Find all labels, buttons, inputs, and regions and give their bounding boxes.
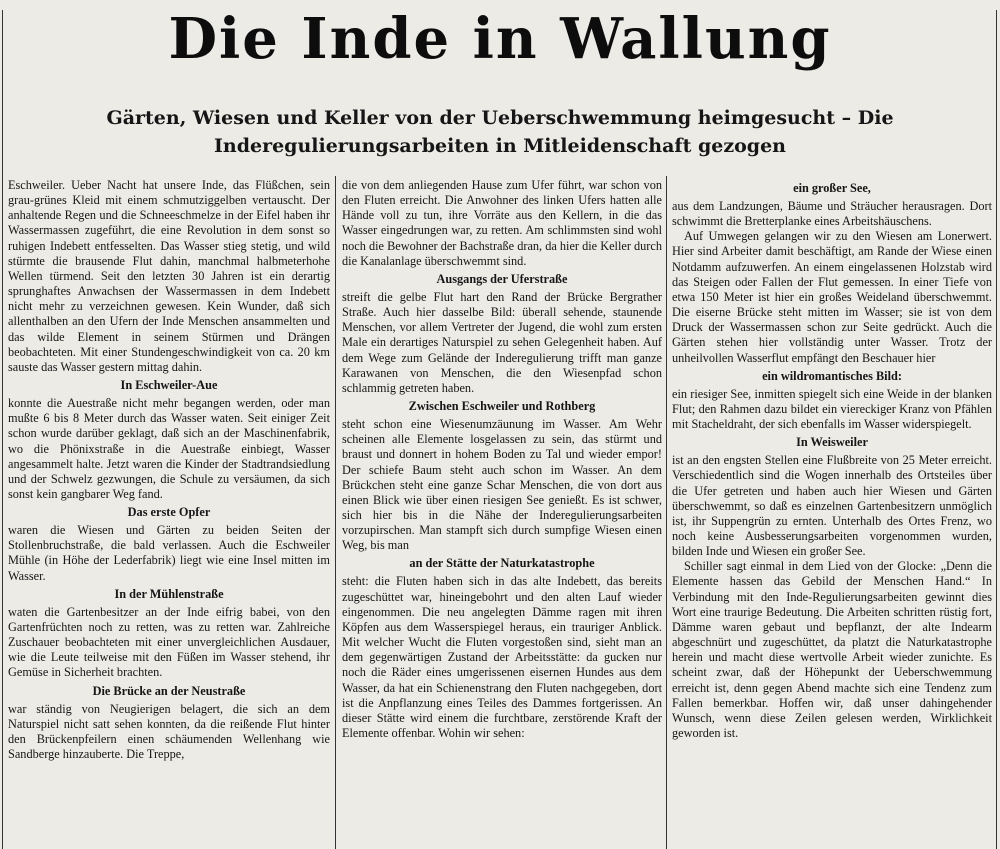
section-heading: In der Mühlenstraße bbox=[114, 586, 224, 601]
article-paragraph: Schiller sagt einmal in dem Lied von der Glocke: „Denn die Elemente hassen das Gebild der Menschen Hand.“ In Verbindung mit den Inde-Regulierungsarbeiten gewinnt dies Wort eine traurige Bedeutung. Die Arbeiten schritten rüstig fort, Dämme waren gebaut und bepflanzt, der alte Indearm abgeschnürt und zugeschüttet, da platzt die Naturkatastrophe herein und macht diese wertvolle Arbeit wieder zunichte. Es scheint zwar, daß der Höhepunkt der Ueberschwemmung erreicht ist, denn gegen Abend machte sich eine Tendenz zum Fallen bemerkbar. Hoffen wir, daß unser dahingehender Wunsch, wenn diese Zeilen gelesen werden, Wirklichkeit geworden ist. bbox=[672, 559, 992, 740]
section-heading: In Eschweiler-Aue bbox=[120, 378, 218, 393]
article-paragraph: konnte die Auestraße nicht mehr begangen werden, oder man mußte 6 bis 8 Meter durch das Wasser waten. Seit einiger Zeit schon wurde darüber geklagt, daß sich an der Maschinenfabrik, wo die Phönixstraße in die Auestraße einbiegt, Wasser angesammelt halte. Jetzt waren die Kinder der Stadtrandsiedlung und der Schwelz gezwungen, die Schule zu versäumen, da sich sonst kein gangbarer Weg fand. bbox=[8, 396, 330, 501]
subheadline: Gärten, Wiesen und Keller von der Ueberschwemmung heimgesucht – Die Inderegulierungsarbeiten in Mitleidenschaft gezogen bbox=[106, 107, 894, 157]
section-heading: Ausgangs der Uferstraße bbox=[436, 271, 568, 286]
article-paragraph: steht: die Fluten haben sich in das alte Indebett, das bereits zugeschüttet war, hineingebohrt und den alten Lauf wieder eingenommen. Die neu angelegten Dämme ragen mit ihren Köpfen aus dem Wasserspiegel heraus, ein trauriger Anblick. Mit welcher Wucht die Fluten vorgestoßen sind, sieht man an dem gegenwärtigen Zustand der Arbeitsstätte: da gucken nur noch die Räder eines umgerissenen eisernen Hundes aus dem Wasser, da hat ein Schienenstrang den Fluten nachgegeben, dort ist die Anpflanzung eines Teiles des Dammes fortgerissen. An dieser Stätte wird einem die furchtbare, zerstörende Kraft der Elemente offenbar. Wohin wir sehen: bbox=[342, 574, 662, 740]
headline: Die Inde in Wallung bbox=[168, 6, 832, 72]
column-divider bbox=[666, 176, 667, 849]
section-heading: Das erste Opfer bbox=[127, 505, 211, 520]
article-paragraph: ein riesiger See, inmitten spiegelt sich eine Weide in der blanken Flut; den Rahmen dazu bildet ein viereckiger Kranz von Pfählen mit Stacheldraht, der sich ebenfalls im Wasser widerspiegelt. bbox=[672, 386, 992, 432]
article-paragraph: steht schon eine Wiesenumzäunung im Wasser. Am Wehr scheinen alle Elemente losgelassen zu sein, das stürmt und braust und donnert in hohem Boden zu Tal und wieder empor! Der schiefe Baum steht auch schon im Wasser. An dem Brückchen steht eine ganze Schar Menschen, die von dort aus einen Blick wie über einen riesigen See genießt. Es ist schwer, sich hier bis in die Nähe der Inderegulierungsarbeiten vorzupirschen. Man stampft sich durch sumpfige Wiesen einen Weg, bis man bbox=[342, 417, 662, 553]
article-paragraph: streift die gelbe Flut hart den Rand der Brücke Bergrather Straße. Auch hier dasselbe Bild: überall sehende, staunende Menschen, vor allem Vertreter der Jugend, die wohl zum ersten Male ein derartiges Naturspiel zu sehen Gelegenheit haben. Auf dem Wege zum Gelände der Inderegulierung trifft man ganze Karawanen von Menschen, die den Wiesenpfad schon schlammig getreten haben. bbox=[342, 289, 662, 395]
article-paragraph: Auf Umwegen gelangen wir zu den Wiesen am Lonerwert. Hier sind Arbeiter damit beschäftigt, am Rande der Wiese einen Notdamm aufzuwerfen. An einem eingelassenen Holzstab wird das Steigen oder Fallen der Flut gemessen. In einer Tiefe von etwa 150 Meter ist hier ein großes Weideland überschwemmt. Die eiserne Brücke steht mitten im Wasser; sie ist von dem Druck der Wassermassen schon zur Seite gedrückt. Auch die Gärten stehen hier vollständig unter Wasser. Trotz der unheilvollen Wasserflut empfängt den Beschauer hier bbox=[672, 229, 992, 365]
column-divider bbox=[335, 176, 336, 849]
section-heading: an der Stätte der Naturkatastrophe bbox=[409, 556, 595, 571]
article-paragraph: die von dem anliegenden Hause zum Ufer führt, war schon von den Fluten erreicht. Die Anwohner des linken Ufers hatten alle Hände voll zu tun, ihre Vorräte aus den Kellern, in die das Wasser eingedrungen war, zu retten. Am schlimmsten sind wohl noch die Bewohner der Bachstraße dran, da hier die Keller durch die Kanalanlage überschwemmt sind. bbox=[342, 178, 662, 268]
page-border-left bbox=[2, 10, 3, 849]
article-paragraph: aus dem Landzungen, Bäume und Sträucher herausragen. Dort schwimmt die Bretterplanke eines Arbeitshäuschens. bbox=[672, 199, 992, 229]
article-column-3 bbox=[672, 178, 992, 846]
page-border-right bbox=[996, 10, 997, 849]
article-paragraph: ist an den engsten Stellen eine Flußbreite von 25 Meter erreicht. Verschiedentlich sind die Wogen innerhalb des Ortsteiles über die Ufer getreten und haben auch hier Wiesen und Gärten überschwemmt, so daß es einzelnen Gartenbesitzern unmöglich ist, ihr Suppengrün zu ernten. Unterhalb des Ortes Frenz, wo noch keine Ausbesserungsarbeiten vorgenommen wurden, bilden Inde und Wiesen ein großer See. bbox=[672, 453, 992, 559]
article-paragraph: waten die Gartenbesitzer an der Inde eifrig babei, von den Gartenfrüchten noch zu retten, was zu retten war. Zahlreiche Zuschauer beobachteten mit einer unvergleichlichen Ausdauer, wie die Leute teilweise mit den Füßen im Wasser stehend, ihr Gemüse in Sicherheit brachten. bbox=[8, 604, 330, 680]
article-column-2 bbox=[342, 178, 662, 846]
article-paragraph: Eschweiler. Ueber Nacht hat unsere Inde, das Flüßchen, sein grau-grünes Kleid mit einem schmutziggelben vertauscht. Der anhaltende Regen und die Schneeschmelze in der Eifel haben ihr Wassermassen zugeführt, die eine Revolution in dem sonst so ruhigen Indebett entfesselten. Das Wasser stieg stetig, und wild stürmte die brausende Flut dahin, manchmal halbmeterhohe Wellen türmend. Seit den letzten 30 Jahren ist ein derartig sprunghaftes Anwachsen der Wassermassen in dem Indebett nicht mehr zu verzeichnen gewesen. Kein Wunder, daß sich allenthalben an den Ufern der Inde Menschen ansammelten und das wilde Element in seinem Stürmen und Drängen beobachteten. Mit einer Stundengeschwindigkeit von ca. 20 km sauste das Wasser gestern mittag dahin. bbox=[8, 178, 330, 374]
section-heading: ein wildromantisches Bild: bbox=[762, 368, 902, 383]
section-heading: Die Brücke an der Neustraße bbox=[92, 683, 246, 698]
article-column-1 bbox=[8, 178, 330, 846]
article-paragraph: war ständig von Neugierigen belagert, die sich an dem Naturspiel nicht satt sehen konnten, da die reißende Flut hinter den Brückenpfeilern einen schäumenden Wellenhang wie Sandberge hinzauberte. Die Treppe, bbox=[8, 701, 330, 761]
section-heading: Zwischen Eschweiler und Rothberg bbox=[408, 399, 596, 414]
article-paragraph: waren die Wiesen und Gärten zu beiden Seiten der Stollenbruchstraße, die bald verlassen. Auch die Eschweiler Mühle (in Höhe der Lederfabrik) liegt wie eine Insel mitten im Wasser. bbox=[8, 523, 330, 583]
section-heading: ein großer See, bbox=[793, 181, 871, 195]
section-heading: In Weisweiler bbox=[796, 435, 868, 450]
